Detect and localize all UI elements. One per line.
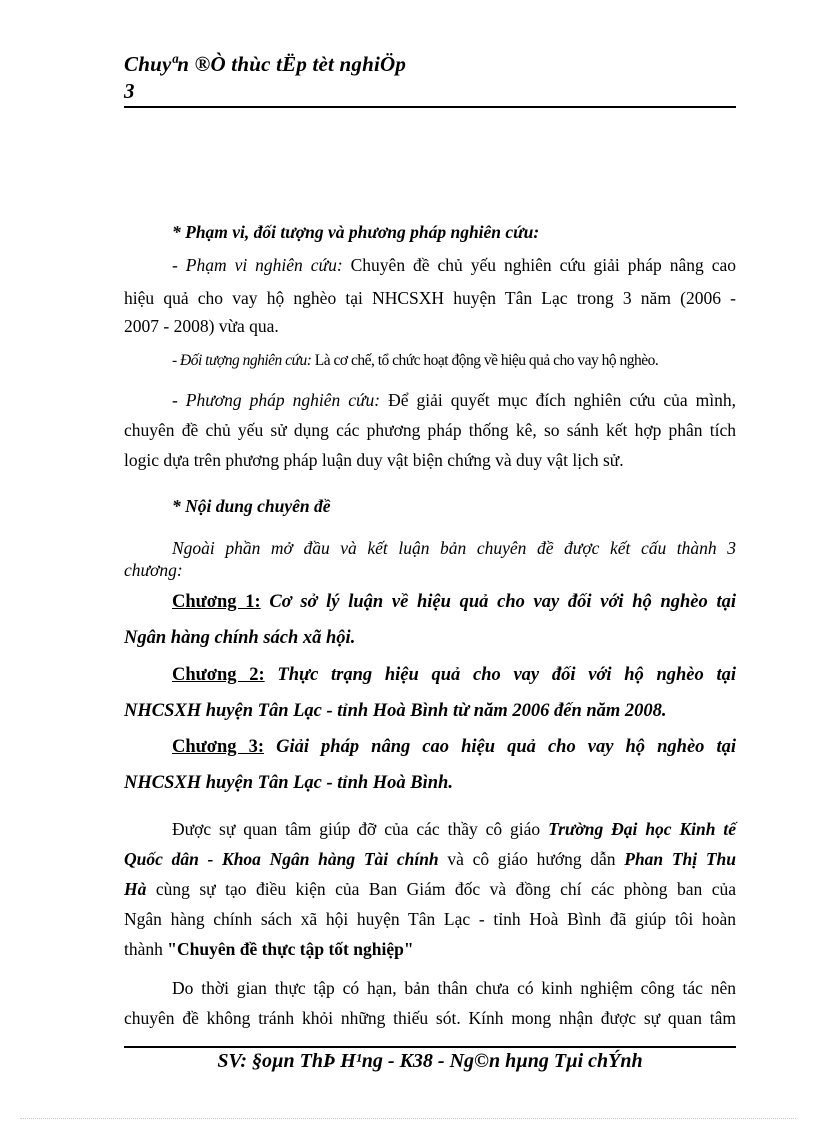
footer-text: SV: §oµn ThÞ H¹ng - K38 - Ng©n hµng Tµi chÝnh (217, 1050, 643, 1072)
thanks-text-1a: Được sự quan tâm giúp đỡ của các thầy cô giáo (172, 819, 549, 839)
thanks-line-3 (124, 879, 736, 900)
thanks-faculty: Quốc dân - Khoa Ngân hàng Tài chính (124, 849, 439, 869)
chapter-2-label: Chương 2: (172, 665, 265, 685)
thanks-advisor-end: Hà (124, 879, 147, 899)
thanks-school: Trường Đại học Kinh tế (548, 819, 736, 839)
intro-line-2: chương: (124, 560, 183, 580)
chapter-1-title-1: Cơ sở lý luận về hiệu quả cho vay đối với hộ nghèo tại (269, 592, 736, 612)
thanks-text-2b: và cô giáo hướng dẫn (438, 849, 625, 869)
object-label: - Đối tượng nghiên cứu: (172, 352, 312, 369)
thanks-line-5 (124, 939, 736, 960)
limit-line-2: chuyên đề không tránh khỏi những thiếu sót. Kính mong nhận được sự quan tâm (124, 1008, 736, 1028)
page-bottom-dotted-line (20, 1118, 796, 1119)
header-page-number: 3 (124, 79, 135, 103)
thanks-line-4: Ngân hàng chính sách xã hội huyện Tân Lạc - tỉnh Hoà Bình đã giúp tôi hoàn (124, 909, 736, 929)
chapter-1-title-2: Ngân hàng chính sách xã hội. (124, 628, 356, 648)
chapter-2-line-1 (124, 665, 736, 686)
chapter-1-line-1 (124, 592, 736, 613)
chapter-2-title-2: NHCSXH huyện Tân Lạc - tỉnh Hoà Bình từ năm 2006 đến năm 2008. (124, 701, 667, 721)
method-label: - Phương pháp nghiên cứu: (172, 390, 381, 410)
method-line-2: chuyên đề chủ yếu sử dụng các phương pháp thống kê, so sánh kết hợp phân tích (124, 420, 736, 440)
thanks-report-title: "Chuyên đề thực tập tốt nghiệp" (167, 939, 414, 959)
scope-line-2: hiệu quả cho vay hộ nghèo tại NHCSXH huyện Tân Lạc trong 3 năm (2006 - (124, 288, 736, 308)
header-rule (124, 106, 736, 108)
scope-text-1: Chuyên đề chủ yếu nghiên cứu giải pháp nâng cao (342, 255, 736, 275)
chapter-3-line-1 (124, 737, 736, 758)
content-heading: * Nội dung chuyên đề (172, 496, 331, 516)
scope-label: - Phạm vi nghiên cứu: (172, 255, 343, 275)
method-line-3: logic dựa trên phương pháp luận duy vật biện chứng và duy vật lịch sử. (124, 450, 624, 470)
thanks-text-3b: cùng sự tạo điều kiện của Ban Giám đốc và đồng chí các phòng ban của (146, 879, 736, 899)
scope-heading: * Phạm vi, đối tượng và phương pháp nghiên cứu: (172, 222, 540, 242)
scope-line-3: 2007 - 2008) vừa qua. (124, 316, 279, 336)
scope-line-1 (124, 255, 736, 276)
object-line (172, 352, 784, 370)
thanks-advisor: Phan Thị Thu (624, 849, 736, 869)
footer-rule (124, 1046, 736, 1048)
intro-line-1: Ngoài phần mở đầu và kết luận bản chuyên đề được kết cấu thành 3 (172, 538, 736, 558)
chapter-2-title-1: Thực trạng hiệu quả cho vay đối với hộ nghèo tại (277, 665, 736, 685)
thanks-line-1 (124, 819, 736, 840)
limit-line-1: Do thời gian thực tập có hạn, bản thân chưa có kinh nghiệm công tác nên (172, 978, 736, 998)
chapter-3-title-2: NHCSXH huyện Tân Lạc - tỉnh Hoà Bình. (124, 773, 453, 793)
header-title: Chuyªn ®Ò thùc tËp tèt nghiÖp (124, 52, 407, 76)
method-line-1 (124, 390, 736, 411)
chapter-3-title-1: Giải pháp nâng cao hiệu quả cho vay hộ nghèo tại (276, 737, 736, 757)
thanks-line-2 (124, 849, 736, 870)
chapter-3-label: Chương 3: (172, 737, 265, 757)
object-text: Là cơ chế, tổ chức hoạt động về hiệu quả cho vay hộ nghèo. (311, 352, 659, 369)
method-text-1: Để giải quyết mục đích nghiên cứu của mình, (380, 390, 736, 410)
chapter-1-label: Chương 1: (172, 592, 261, 612)
thanks-text-5a: thành (124, 939, 168, 959)
